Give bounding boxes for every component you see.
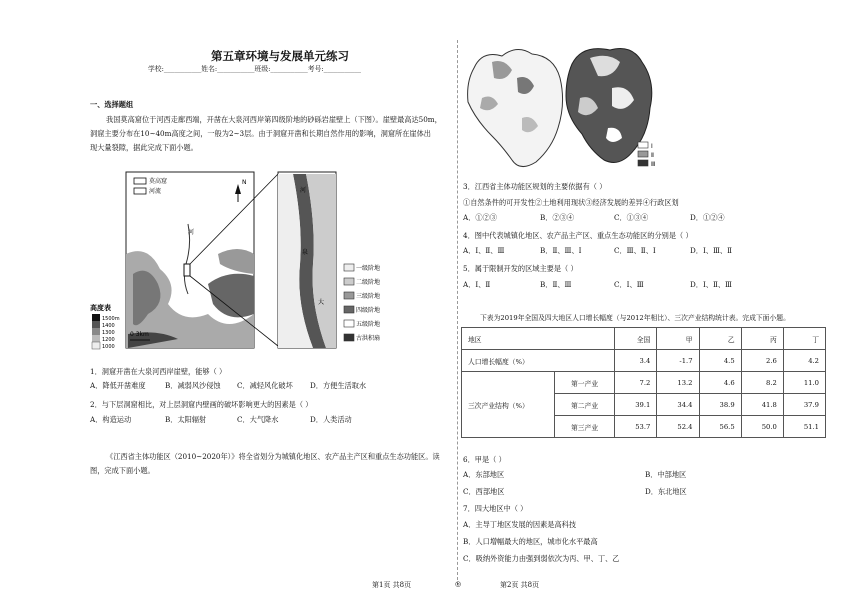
q7-option-a[interactable]: A．主导丁地区发展的因素是高科技 [463,520,577,529]
passage2-line1: 《江西省主体功能区（2010~2020年）》将全省划分为城镇化地区、农产品主产区和重点生态功能区。读 [106,452,440,461]
q7-option-b[interactable]: B．人口增幅最大的地区，城市化水平最高 [463,537,598,546]
q7-option-c[interactable]: C．吸纳外资能力由强到弱依次为丙、甲、丁、乙 [463,554,620,563]
table-cell: 4.5 [699,350,741,372]
table-row [462,372,826,394]
table-group-label: 三次产业结构（%） [462,372,555,438]
mogao-terrain-map [88,164,388,360]
footer-page-right: 第2页 共8页 [500,581,540,589]
north-arrow-label: N [242,179,247,186]
passage1-line2: 洞窟主要分布在10~40m高度之间，一般为2~3层。由于洞窟开凿和长期自然作用的影响，洞窟所在崖体出 [90,129,431,138]
jiangxi-maps [462,38,662,176]
q1-option-b[interactable]: B．减弱风沙侵蚀 [165,381,221,390]
elevation-title: 高度表 [90,304,111,312]
terrace-4: 四级阶地 [356,307,381,314]
q4-option-b[interactable]: B．Ⅱ、Ⅲ、Ⅰ [540,246,582,255]
q2-option-d[interactable]: D．人类活动 [310,415,352,424]
passage3: 下表为2019年全国及四大地区人口增长幅度（与2012年相比）、三次产业结构统计表。完成下面小题。 [480,314,790,322]
q5-option-a[interactable]: A．Ⅰ、Ⅱ [463,280,491,289]
table-header-cell: 丁 [783,328,825,350]
table-row [462,350,826,372]
footer-page-left: 第1页 共8页 [372,581,412,589]
passage2-line2: 图，完成下面小题。 [90,466,155,475]
table-cell: 8.2 [741,372,783,394]
q7-stem: 7．四大地区中（ ） [463,504,528,513]
q1-option-d[interactable]: D．方便生活取水 [310,381,367,390]
q2-option-b[interactable]: B．太阳辐射 [165,415,207,424]
passage1-line1: 我国莫高窟位于河西走廊西端，开凿在大泉河西岸第四级阶地的砂砾岩崖壁上（下图）。崖壁最高达50m， [106,115,442,124]
q5-option-d[interactable]: D．Ⅰ、Ⅱ、Ⅲ [690,280,732,289]
alluvial-fan: 古洪积扇 [356,335,381,342]
q4-option-a[interactable]: A．Ⅰ、Ⅱ、Ⅲ [463,246,505,255]
table-cell: 39.1 [615,394,657,416]
q6-option-a[interactable]: A．东部地区 [463,470,505,479]
table-row-label: 人口增长幅度（%） [462,350,615,372]
table-header-cell: 全国 [615,328,657,350]
river-label-he: 河 [188,229,195,236]
table-cell: 41.8 [741,394,783,416]
table-header-cell: 甲 [657,328,699,350]
table-cell: 53.7 [615,416,657,438]
table-row-label: 第二产业 [555,394,615,416]
elev-5: 1000 [102,344,115,350]
table-cell: 38.9 [699,394,741,416]
table-cell: -1.7 [657,350,699,372]
page-divider [457,40,458,585]
table-cell: 2.6 [741,350,783,372]
q2-stem: 2．与下层洞窟相比，对上层洞窟内壁画的破坏影响更大的因素是（ ） [90,400,313,409]
q2-option-c[interactable]: C．大气降水 [237,415,279,424]
q3-stem: 3．江西省主体功能区规划的主要依据有（ ） [463,182,607,191]
table-cell: 50.0 [741,416,783,438]
table-header-cell: 丙 [741,328,783,350]
footer-mark: ◎ [455,580,462,588]
q6-stem: 6．甲是（ ） [463,455,506,464]
section-heading: 一、选择题组 [90,100,134,109]
table-header-row [462,328,826,350]
terrace-2: 二级阶地 [356,279,381,286]
table-cell: 4.2 [783,350,825,372]
table-row-label: 第一产业 [555,372,615,394]
table-cell: 4.6 [699,372,741,394]
river-label-da: 大 [318,299,325,306]
q2-option-a[interactable]: A．构造运动 [90,415,132,424]
map2-legend-2: Ⅱ [651,152,654,159]
header-fields: 学校:___________姓名:___________班级:___________考号:___________ [148,65,362,73]
table-cell: 52.4 [657,416,699,438]
q4-option-c[interactable]: C．Ⅲ、Ⅱ、Ⅰ [614,246,656,255]
page-title: 第五章环境与发展单元练习 [211,49,349,63]
q6-option-c[interactable]: C．西部地区 [463,487,505,496]
elev-4: 1200 [102,337,115,343]
table-cell: 51.1 [783,416,825,438]
table-cell: 3.4 [615,350,657,372]
q6-option-d[interactable]: D．东北地区 [645,487,687,496]
elev-1: 1500m [102,316,120,322]
terrace-1: 一级阶地 [356,265,381,272]
q4-stem: 4．图中代表城镇化地区、农产品主产区、重点生态功能区的分别是（ ） [463,231,693,240]
q1-option-a[interactable]: A．降低开凿难度 [90,381,146,390]
q3-option-c[interactable]: C．①③④ [614,213,649,222]
legend-river: 河流 [149,188,162,195]
map2-legend-3: Ⅲ [651,161,656,168]
q5-stem: 5．属于限制开发的区域主要是（ ） [463,264,578,273]
q6-option-b[interactable]: B．中部地区 [645,470,687,479]
terrace-5: 五级阶地 [356,321,381,328]
legend-mogao: 莫高窟 [149,178,168,185]
q3-sub: ①自然条件的可开发性②土地利用现状③经济发展的差异④行政区划 [463,198,679,207]
river-label-quan: 泉 [302,249,309,256]
table-cell: 56.5 [699,416,741,438]
table-row-label: 第三产业 [555,416,615,438]
q5-option-b[interactable]: B．Ⅱ、Ⅲ [540,280,572,289]
passage1-line3: 现大量裂隙，据此完成下面小题。 [90,143,198,152]
q5-option-c[interactable]: C．Ⅰ、Ⅲ [614,280,644,289]
table-header-cell: 乙 [699,328,741,350]
table-header-cell: 地区 [462,328,615,350]
elev-2: 1400 [102,323,115,329]
q3-option-d[interactable]: D．①②④ [690,213,725,222]
q4-option-d[interactable]: D．Ⅰ、Ⅲ、Ⅱ [690,246,732,255]
table-cell: 13.2 [657,372,699,394]
scale-bar-label: 0 3km [130,331,149,338]
river-label-he-inset: 河 [300,187,307,194]
elev-3: 1300 [102,330,115,336]
q3-option-b[interactable]: B．②③④ [540,213,575,222]
table-cell: 37.9 [783,394,825,416]
q1-stem: 1．洞窟开凿在大泉河西岸崖壁，能够（ ） [90,367,227,376]
table-cell: 11.0 [783,372,825,394]
population-industry-table [461,327,826,438]
table-cell: 7.2 [615,372,657,394]
q1-option-c[interactable]: C．减轻风化破坏 [237,381,293,390]
q3-option-a[interactable]: A．①②③ [463,213,497,222]
table-cell: 34.4 [657,394,699,416]
map2-legend-1: Ⅰ [651,143,653,150]
terrace-3: 三级阶地 [356,293,381,300]
